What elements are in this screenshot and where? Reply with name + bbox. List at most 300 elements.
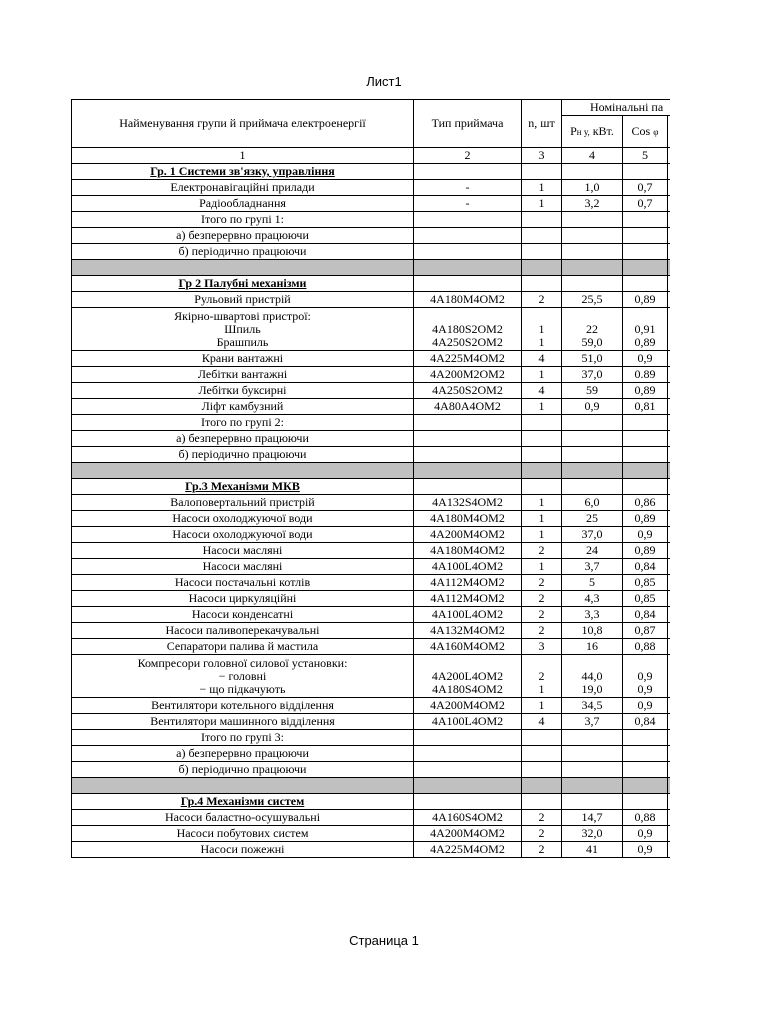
name-cell [72,575,414,591]
name-cell [72,655,414,698]
table-row [72,212,671,228]
group-title-row [72,164,671,180]
count-cell [522,511,562,527]
count-cell [522,527,562,543]
count-cell-line: 1 [538,367,545,381]
cos-cell [623,842,668,858]
cos-cell-line: 0,84 [634,607,656,621]
type-cell-line: 4А100L4ОМ2 [431,559,504,573]
cos-cell [623,591,668,607]
table-row [72,655,671,698]
power-cell-line: 24 [586,543,598,557]
table-row [72,826,671,842]
name-cell [72,212,414,228]
name-cell [72,762,414,778]
power-cell [562,447,623,463]
power-cell [562,607,623,623]
extra-cell [623,794,668,810]
type-cell [414,655,522,698]
extra-cell [668,511,671,527]
power-cell-line: 19,0 [581,682,603,696]
power-cell-line: 59,0 [581,335,603,349]
type-cell [414,180,522,196]
name-cell [72,826,414,842]
table-row [72,639,671,655]
cos-cell-line: 0,88 [634,639,656,653]
type-cell [414,575,522,591]
power-cell [562,559,623,575]
extra-cell [522,276,562,292]
type-cell-line: 4А225М4ОМ2 [430,351,505,365]
name-cell [72,292,414,308]
power-cell [562,826,623,842]
header-p-sub: н у, [576,126,590,137]
cos-cell [623,399,668,415]
name-cell-line: Вентилятори котельного відділення [151,698,334,712]
power-cell [562,367,623,383]
type-cell-line: 4А200М4ОМ2 [430,527,505,541]
name-cell [72,698,414,714]
type-cell [414,762,522,778]
extra-cell [668,399,671,415]
power-cell-line: 25 [586,511,598,525]
type-cell-line: 4А250S2ОМ2 [432,335,503,349]
name-cell-line: Лебітки вантажні [197,367,288,381]
type-cell-line: 4А80А4ОМ2 [434,399,501,413]
type-cell-line: 4А200М4ОМ2 [430,698,505,712]
count-cell-line: 1 [538,335,545,349]
name-cell-line: Лебітки буксирні [198,383,287,397]
cos-cell-line: 0,89 [634,543,656,557]
extra-cell [414,276,522,292]
cos-cell-line: 0,85 [634,575,656,589]
table-row [72,292,671,308]
count-cell [522,762,562,778]
cos-cell-line: 0,81 [634,399,656,413]
name-cell-line: Брашпиль [216,334,269,349]
type-cell [414,842,522,858]
power-cell [562,762,623,778]
power-cell [562,842,623,858]
count-cell [522,730,562,746]
separator-cell [414,778,522,794]
separator-cell [72,778,414,794]
separator-cell [72,260,414,276]
power-cell-line: 51,0 [581,351,603,365]
type-cell-line: 4А180S2ОМ2 [432,322,503,336]
table-row [72,351,671,367]
count-cell [522,415,562,431]
name-cell-line: Ітого по групі 3: [201,730,284,744]
table-row [72,431,671,447]
type-cell [414,244,522,260]
cos-cell-line: 0,89 [634,511,656,525]
name-cell-line: б) періодично працюючи [178,244,307,258]
type-cell [414,383,522,399]
type-cell [414,308,522,351]
name-cell-line: Насоси паливоперекачувальні [165,623,320,637]
cos-cell-line: 0,9 [637,669,653,683]
type-cell [414,810,522,826]
name-cell-line: − що підкачують [199,681,286,696]
count-cell-line: 2 [538,669,545,683]
extra-cell [668,559,671,575]
cos-cell-line: 0,85 [634,591,656,605]
power-cell [562,383,623,399]
cos-cell [623,292,668,308]
power-cell-line: 10,8 [581,623,603,637]
table-row [72,415,671,431]
count-cell-line: 3 [538,639,545,653]
header-row-1 [72,100,671,116]
extra-cell [668,180,671,196]
count-cell [522,495,562,511]
power-cell-line: 1,0 [584,180,600,194]
name-cell-line: Насоси постачальні котлів [174,575,311,589]
name-cell [72,180,414,196]
col-num-1: 1 [72,148,414,164]
extra-cell [668,495,671,511]
name-cell [72,399,414,415]
cos-cell-line: 0,91 [634,322,656,336]
cos-cell [623,383,668,399]
count-cell [522,543,562,559]
type-cell [414,623,522,639]
type-cell-line: 4А200М2ОМ2 [430,367,505,381]
count-cell [522,383,562,399]
type-cell [414,292,522,308]
type-cell [414,559,522,575]
count-cell [522,655,562,698]
column-numbers-row [72,148,671,164]
extra-cell [668,447,671,463]
cos-cell-line: 0,9 [637,826,653,840]
cos-cell [623,212,668,228]
name-cell-line: Насоси масляні [202,559,283,573]
extra-cell [668,655,671,698]
separator-cell [562,463,623,479]
count-cell [522,180,562,196]
type-cell-line: 4А180S4ОМ2 [432,682,503,696]
power-cell [562,415,623,431]
table-row [72,308,671,351]
cos-cell [623,511,668,527]
table-row [72,543,671,559]
extra-cell [668,842,671,858]
name-cell [72,842,414,858]
power-cell-line: 0,9 [584,399,600,413]
name-cell [72,367,414,383]
cos-cell-line: 0,9 [637,351,653,365]
count-cell-line: 1 [538,495,545,509]
separator-cell [668,778,671,794]
cos-cell [623,543,668,559]
extra-cell [668,228,671,244]
extra-cell [668,367,671,383]
name-cell-line: Електронавігаційні прилади [170,180,315,194]
name-cell [72,308,414,351]
name-cell-line: Насоси масляні [202,543,283,557]
type-cell [414,431,522,447]
cos-cell [623,431,668,447]
power-cell [562,228,623,244]
type-cell-line: 4А200L4ОМ2 [431,669,504,683]
count-cell [522,591,562,607]
cos-cell-line: 0,87 [634,623,656,637]
power-cell [562,495,623,511]
power-cell-line: 3,7 [584,559,600,573]
page-footer: Страница 1 [349,933,419,948]
table-row [72,196,671,212]
separator-cell [623,260,668,276]
extra-cell [414,479,522,495]
table-row [72,367,671,383]
power-cell-line: 22 [586,322,598,336]
extra-cell [562,794,623,810]
power-cell [562,180,623,196]
extra-cell [668,308,671,351]
power-cell-line: 34,5 [581,698,603,712]
power-cell-line: 6,0 [584,495,600,509]
extra-cell [414,794,522,810]
extra-cell [522,164,562,180]
name-cell [72,607,414,623]
cos-cell [623,244,668,260]
type-cell-line: 4А100L4ОМ2 [431,714,504,728]
cos-cell [623,575,668,591]
cos-cell-line: 0,89 [634,383,656,397]
type-cell-line: 4А100L4ОМ2 [431,607,504,621]
extra-cell [668,212,671,228]
sheet-title: Лист1 [366,74,402,89]
name-cell [72,639,414,655]
extra-cell [414,164,522,180]
name-cell [72,810,414,826]
separator-cell [562,778,623,794]
cos-cell [623,367,668,383]
name-cell [72,383,414,399]
name-cell-line: Крани вантажні [201,351,284,365]
power-cell [562,196,623,212]
separator-cell [72,463,414,479]
type-cell-line: - [465,180,470,194]
count-cell [522,559,562,575]
count-cell-line: 2 [538,591,545,605]
col-num-6 [668,148,671,164]
type-cell [414,511,522,527]
header-p-unit: кВт. [592,123,614,138]
type-cell [414,714,522,730]
name-cell [72,527,414,543]
power-cell-line: 41 [586,842,598,856]
separator-cell [414,463,522,479]
type-cell-line: 4А160S4ОМ2 [432,810,503,824]
count-cell-line: 1 [538,527,545,541]
separator-cell [522,260,562,276]
table-row [72,591,671,607]
name-cell-line: Ітого по групі 2: [201,415,284,429]
table-row [72,575,671,591]
table-row [72,228,671,244]
cos-cell [623,527,668,543]
table-row [72,527,671,543]
cos-cell [623,810,668,826]
table-body [72,100,671,858]
table-row [72,511,671,527]
cos-cell-line: 0.89 [634,367,656,381]
type-cell-line: 4А180М4ОМ2 [430,511,505,525]
separator-cell [522,463,562,479]
name-cell [72,591,414,607]
cos-cell-line: 0,86 [634,495,656,509]
table-row [72,746,671,762]
group-title-row [72,479,671,495]
name-cell-line: Радіообладнання [199,196,286,210]
power-cell [562,591,623,607]
col-num-4: 4 [562,148,623,164]
cos-cell [623,228,668,244]
extra-cell [668,276,671,292]
name-cell [72,447,414,463]
cos-cell [623,714,668,730]
table-row [72,698,671,714]
power-cell-line: 37,0 [581,527,603,541]
cos-cell [623,559,668,575]
extra-cell [562,276,623,292]
count-cell-line: 2 [538,292,545,306]
type-cell [414,543,522,559]
name-cell [72,730,414,746]
extra-cell [668,794,671,810]
power-cell [562,746,623,762]
extra-cell [562,479,623,495]
cos-cell [623,623,668,639]
extra-cell [623,276,668,292]
count-cell [522,714,562,730]
type-cell [414,730,522,746]
name-cell [72,559,414,575]
count-cell [522,308,562,351]
type-cell-line: 4А160М4ОМ2 [430,639,505,653]
count-cell-line: 1 [538,511,545,525]
name-cell [72,543,414,559]
power-cell-line: 5 [589,575,595,589]
extra-cell [668,762,671,778]
separator-cell [414,260,522,276]
type-cell [414,639,522,655]
load-table [71,99,670,858]
type-cell-line: 4А132М4ОМ2 [430,623,505,637]
separator-cell [522,778,562,794]
count-cell [522,810,562,826]
header-type: Тип приймача [414,100,522,148]
extra-cell [668,431,671,447]
cos-cell-line: 0,9 [637,698,653,712]
extra-cell [668,623,671,639]
name-cell [72,351,414,367]
name-cell [72,431,414,447]
name-cell-line: Насоси охолоджуючої води [172,511,313,525]
type-cell [414,399,522,415]
table-row [72,495,671,511]
name-cell-line: Насоси циркуляційні [188,591,297,605]
extra-cell [668,479,671,495]
type-cell [414,607,522,623]
extra-cell [668,730,671,746]
count-cell [522,244,562,260]
table-row [72,244,671,260]
name-cell [72,714,414,730]
group-title-row [72,794,671,810]
count-cell-line: 2 [538,842,545,856]
cos-cell [623,415,668,431]
count-cell [522,212,562,228]
cos-cell [623,762,668,778]
name-cell-line: Ітого по групі 1: [201,212,284,226]
cos-cell [623,655,668,698]
type-cell-line: 4А225М4ОМ2 [430,842,505,856]
header-nominal: Номінальні па [562,100,671,116]
extra-cell [668,164,671,180]
power-cell-line: 16 [586,639,598,653]
header-name: Найменування групи й приймача електроенергії [72,100,414,148]
group-title: Гр.3 Механізми МКВ [72,479,414,495]
type-cell [414,591,522,607]
count-cell-line: 2 [538,810,545,824]
count-cell [522,746,562,762]
name-cell [72,244,414,260]
table-row [72,180,671,196]
name-cell-line: − головні [218,668,267,683]
table-row [72,399,671,415]
name-cell [72,511,414,527]
name-cell-line: Сепаратори палива й мастила [166,639,319,653]
count-cell [522,826,562,842]
name-cell-line: Вентилятори машинного відділення [150,714,335,728]
col-num-2: 2 [414,148,522,164]
count-cell [522,842,562,858]
type-cell-line: - [465,196,470,210]
name-cell-line: Якірно-швартові пристрої: [174,308,311,323]
cos-cell [623,730,668,746]
count-cell-line: 2 [538,623,545,637]
table-row [72,559,671,575]
power-cell [562,431,623,447]
count-cell-line: 4 [538,383,545,397]
name-cell-line: Компресори головної силової установки: [137,655,348,670]
type-cell-line: 4А200М4ОМ2 [430,826,505,840]
cos-cell-line: 0,84 [634,714,656,728]
extra-cell [668,292,671,308]
extra-cell [668,810,671,826]
power-cell-line: 3,2 [584,196,600,210]
name-cell-line: Насоси пожежні [200,842,285,856]
col-num-5: 5 [623,148,668,164]
count-cell [522,698,562,714]
count-cell-line: 2 [538,543,545,557]
cos-cell [623,607,668,623]
extra-cell [668,415,671,431]
extra-cell [668,639,671,655]
extra-cell [668,244,671,260]
cos-cell [623,180,668,196]
separator-cell [623,778,668,794]
power-cell [562,698,623,714]
table-row [72,810,671,826]
table-row [72,762,671,778]
type-cell [414,826,522,842]
power-cell [562,730,623,746]
